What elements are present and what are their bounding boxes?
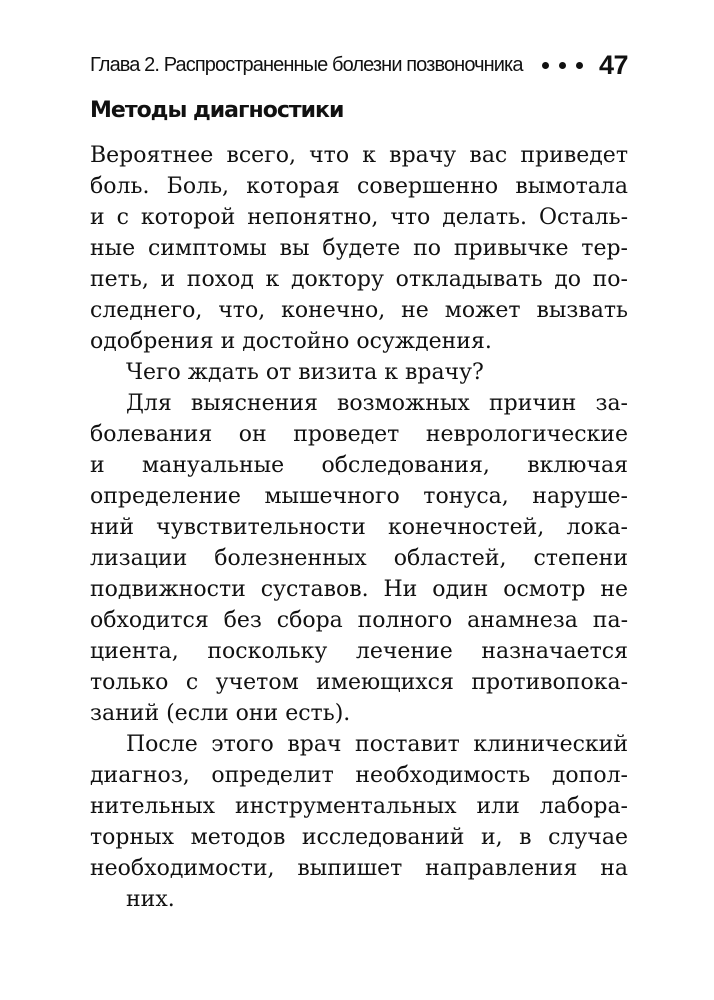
running-header — [90, 48, 628, 82]
body-text — [90, 140, 628, 915]
text-line: Чего ждать от визита к врачу? — [126, 360, 484, 385]
text-line: После этого врач поставит клинический — [126, 732, 628, 757]
text-line: ний чувствительности конечностей, лока- — [90, 515, 628, 540]
page-number: 47 — [598, 49, 628, 80]
text-line: лизации болезненных областей, степени — [90, 546, 628, 571]
text-line: ные симптомы вы будете по привычке тер- — [90, 236, 628, 261]
text-line: нительных инструментальных или лабора- — [90, 794, 628, 819]
text-line: следнего, что, конечно, не может вызвать — [90, 298, 628, 323]
dot-icon — [542, 62, 549, 69]
text-line: обходится без сбора полного анамнеза па- — [90, 608, 628, 633]
text-line: боль. Боль, которая совершенно вымотала — [90, 174, 628, 199]
text-line: и мануальные обследования, включая — [90, 453, 628, 478]
text-line: диагноз, определит необходимость допол- — [90, 763, 628, 788]
text-line: определение мышечного тонуса, наруше- — [90, 484, 628, 509]
text-line: Вероятнее всего, что к врачу вас приведет — [90, 143, 628, 168]
text-line: одобрения и достойно осуждения. — [90, 329, 492, 354]
section-heading: Методы диагностики — [90, 98, 344, 123]
dot-icon — [576, 62, 583, 69]
text-line: и с которой непонятно, что делать. Осталь- — [90, 205, 628, 230]
dot-separator — [542, 62, 583, 69]
text-line: болевания он проведет неврологические — [90, 422, 628, 447]
text-line: торных методов исследований и, в случае — [90, 825, 628, 850]
text-line: них. — [126, 887, 175, 912]
header-right — [534, 50, 628, 81]
text-line: только с учетом имеющихся противопока- — [90, 670, 628, 695]
text-line: заний (если они есть). — [90, 701, 351, 726]
text-line: подвижности суставов. Ни один осмотр не — [90, 577, 628, 602]
text-line: необходимости, выпишет направления на — [90, 856, 628, 881]
text-line: Для выяснения возможных причин за- — [126, 391, 628, 416]
text-line: циента, поскольку лечение назначается — [90, 639, 628, 664]
chapter-title: Глава 2. Распространенные болезни позвоночника — [90, 53, 523, 76]
text-line: петь, и поход к доктору откладывать до по- — [90, 267, 628, 292]
dot-icon — [559, 62, 566, 69]
